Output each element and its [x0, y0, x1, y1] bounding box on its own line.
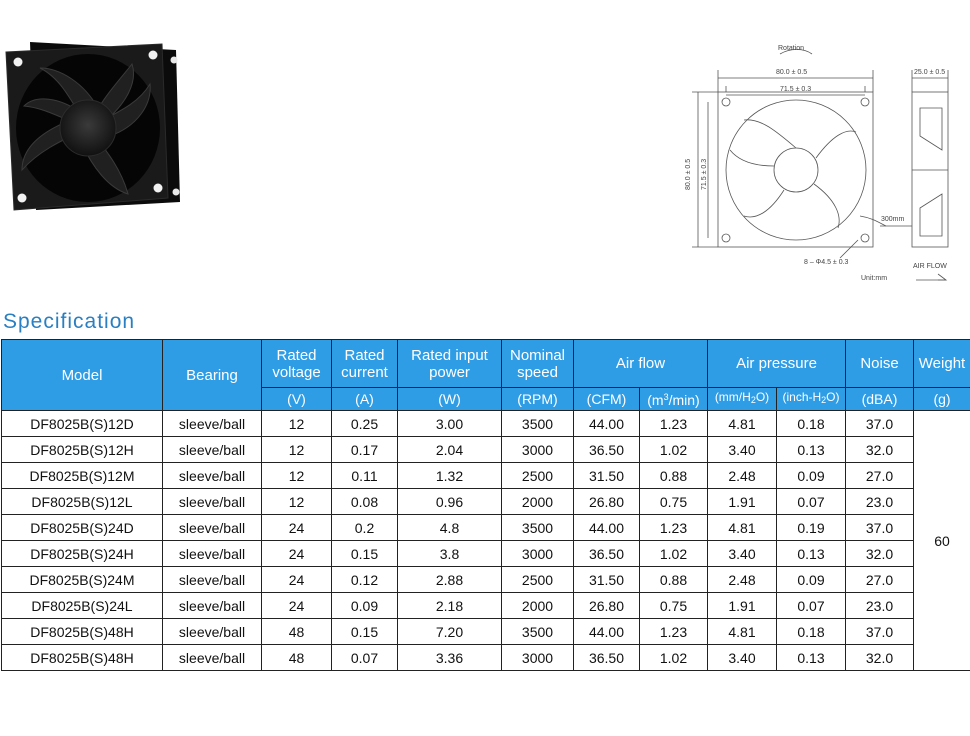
unit-label: Unit:mm	[861, 275, 888, 282]
cell-current: 0.07	[332, 645, 398, 671]
dim-outer-width: 80.0 ± 0.5	[776, 69, 808, 76]
cell-bearing: sleeve/ball	[163, 463, 262, 489]
cell-speed: 3000	[502, 437, 574, 463]
table-row	[2, 619, 970, 645]
unit-m3-min: $(m^3/\min)$	[640, 388, 708, 411]
table-row	[2, 411, 970, 437]
cell-m3min: 1.02	[640, 541, 708, 567]
cell-inchh2o: 0.09	[777, 463, 846, 489]
cell-voltage: 24	[262, 593, 332, 619]
dim-mount-holes: 8 – Φ4.5 ± 0.3	[804, 259, 849, 266]
cell-speed: 3500	[502, 619, 574, 645]
dim-lead-length: 300mm	[881, 216, 905, 223]
cell-current: 0.17	[332, 437, 398, 463]
cell-model: DF8025B(S)12M	[2, 463, 163, 489]
rotation-label: Rotation	[778, 45, 805, 52]
section-title: Specification	[3, 310, 136, 334]
table-row	[2, 437, 970, 463]
cell-speed: 2500	[502, 567, 574, 593]
cell-voltage: 48	[262, 619, 332, 645]
cell-model: DF8025B(S)48H	[2, 645, 163, 671]
cell-model: DF8025B(S)24L	[2, 593, 163, 619]
cell-bearing: sleeve/ball	[163, 541, 262, 567]
col-rated-input-power: Rated input power	[398, 340, 502, 388]
dim-depth: 25.0 ± 0.5	[914, 69, 946, 76]
cell-power: 0.96	[398, 489, 502, 515]
cell-noise: 32.0	[846, 645, 914, 671]
cell-voltage: 24	[262, 567, 332, 593]
cell-cfm: 36.50	[574, 645, 640, 671]
cell-current: 0.09	[332, 593, 398, 619]
cell-mmh2o: 4.81	[708, 515, 777, 541]
col-air-pressure: Air pressure	[708, 340, 846, 388]
cell-model: DF8025B(S)24H	[2, 541, 163, 567]
cell-inchh2o: 0.13	[777, 645, 846, 671]
cell-voltage: 24	[262, 541, 332, 567]
cell-mmh2o: 1.91	[708, 593, 777, 619]
cell-speed: 2500	[502, 463, 574, 489]
cell-voltage: 12	[262, 437, 332, 463]
cell-m3min: 0.75	[640, 489, 708, 515]
dimension-drawing	[680, 40, 960, 290]
cell-m3min: 1.23	[640, 411, 708, 437]
cell-current: 0.25	[332, 411, 398, 437]
dim-hole-height: 71.5 ± 0.3	[701, 158, 708, 190]
col-model: Model	[2, 340, 163, 411]
cell-inchh2o: 0.19	[777, 515, 846, 541]
cell-cfm: 26.80	[574, 489, 640, 515]
fan-product-photo	[0, 38, 182, 216]
cell-inchh2o: 0.18	[777, 411, 846, 437]
cell-m3min: 0.75	[640, 593, 708, 619]
col-noise: Noise	[846, 340, 914, 388]
cell-cfm: 36.50	[574, 541, 640, 567]
cell-current: 0.15	[332, 619, 398, 645]
cell-speed: 2000	[502, 489, 574, 515]
cell-cfm: 26.80	[574, 593, 640, 619]
cell-voltage: 12	[262, 411, 332, 437]
unit-voltage: (V)	[262, 388, 332, 411]
unit-cfm: (CFM)	[574, 388, 640, 411]
cell-m3min: 0.88	[640, 567, 708, 593]
cell-model: DF8025B(S)12L	[2, 489, 163, 515]
table-row	[2, 541, 970, 567]
cell-speed: 3500	[502, 515, 574, 541]
cell-power: 2.88	[398, 567, 502, 593]
cell-noise: 27.0	[846, 567, 914, 593]
cell-bearing: sleeve/ball	[163, 515, 262, 541]
col-air-flow: Air flow	[574, 340, 708, 388]
spec-table-body	[2, 411, 970, 671]
cell-bearing: sleeve/ball	[163, 619, 262, 645]
cell-noise: 37.0	[846, 619, 914, 645]
cell-power: 3.36	[398, 645, 502, 671]
col-rated-voltage: Rated voltage	[262, 340, 332, 388]
cell-current: 0.12	[332, 567, 398, 593]
cell-model: DF8025B(S)12D	[2, 411, 163, 437]
cell-power: 3.00	[398, 411, 502, 437]
cell-current: 0.2	[332, 515, 398, 541]
cell-power: 7.20	[398, 619, 502, 645]
unit-power: (W)	[398, 388, 502, 411]
cell-model: DF8025B(S)12H	[2, 437, 163, 463]
cell-inchh2o: 0.09	[777, 567, 846, 593]
cell-inchh2o: 0.13	[777, 541, 846, 567]
unit-current: (A)	[332, 388, 398, 411]
cell-inchh2o: 0.07	[777, 593, 846, 619]
header-row	[2, 340, 970, 388]
cell-mmh2o: 2.48	[708, 567, 777, 593]
cell-bearing: sleeve/ball	[163, 437, 262, 463]
cell-cfm: 31.50	[574, 567, 640, 593]
cell-power: 1.32	[398, 463, 502, 489]
cell-voltage: 12	[262, 463, 332, 489]
cell-current: 0.15	[332, 541, 398, 567]
col-weight: Weight	[914, 340, 970, 388]
cell-noise: 32.0	[846, 437, 914, 463]
cell-mmh2o: 3.40	[708, 541, 777, 567]
col-nominal-speed: Nominal speed	[502, 340, 574, 388]
unit-dba: (dBA)	[846, 388, 914, 411]
table-row	[2, 593, 970, 619]
cell-speed: 3000	[502, 541, 574, 567]
cell-noise: 27.0	[846, 463, 914, 489]
cell-speed: 3000	[502, 645, 574, 671]
cell-voltage: 48	[262, 645, 332, 671]
cell-speed: 2000	[502, 593, 574, 619]
cell-mmh2o: 3.40	[708, 645, 777, 671]
cell-cfm: 31.50	[574, 463, 640, 489]
cell-cfm: 44.00	[574, 515, 640, 541]
cell-voltage: 12	[262, 489, 332, 515]
table-row	[2, 645, 970, 671]
table-row	[2, 567, 970, 593]
cell-voltage: 24	[262, 515, 332, 541]
cell-cfm: 36.50	[574, 437, 640, 463]
cell-power: 2.18	[398, 593, 502, 619]
unit-mm-h2o: $(mm/H_2O)$	[708, 388, 777, 411]
cell-bearing: sleeve/ball	[163, 567, 262, 593]
cell-power: 2.04	[398, 437, 502, 463]
cell-noise: 37.0	[846, 515, 914, 541]
col-bearing: Bearing	[163, 340, 262, 411]
cell-m3min: 1.23	[640, 619, 708, 645]
cell-mmh2o: 1.91	[708, 489, 777, 515]
cell-inchh2o: 0.18	[777, 619, 846, 645]
cell-current: 0.08	[332, 489, 398, 515]
dim-outer-height: 80.0 ± 0.5	[685, 158, 692, 190]
table-row	[2, 515, 970, 541]
cell-bearing: sleeve/ball	[163, 411, 262, 437]
cell-power: 3.8	[398, 541, 502, 567]
cell-m3min: 0.88	[640, 463, 708, 489]
unit-inch-h2o: $(inch-H_2O)$	[777, 388, 846, 411]
cell-mmh2o: 3.40	[708, 437, 777, 463]
table-row	[2, 463, 970, 489]
cell-mmh2o: 2.48	[708, 463, 777, 489]
cell-weight: 60	[914, 411, 970, 671]
cell-model: DF8025B(S)24D	[2, 515, 163, 541]
cell-inchh2o: 0.07	[777, 489, 846, 515]
cell-power: 4.8	[398, 515, 502, 541]
cell-mmh2o: 4.81	[708, 619, 777, 645]
cell-m3min: 1.02	[640, 437, 708, 463]
cell-m3min: 1.23	[640, 515, 708, 541]
cell-bearing: sleeve/ball	[163, 489, 262, 515]
cell-noise: 32.0	[846, 541, 914, 567]
cell-noise: 23.0	[846, 489, 914, 515]
cell-current: 0.11	[332, 463, 398, 489]
cell-cfm: 44.00	[574, 619, 640, 645]
dim-hole-width: 71.5 ± 0.3	[780, 86, 812, 93]
table-row	[2, 489, 970, 515]
cell-model: DF8025B(S)24M	[2, 567, 163, 593]
cell-noise: 23.0	[846, 593, 914, 619]
col-rated-current: Rated current	[332, 340, 398, 388]
cell-mmh2o: 4.81	[708, 411, 777, 437]
cell-bearing: sleeve/ball	[163, 593, 262, 619]
cell-bearing: sleeve/ball	[163, 645, 262, 671]
airflow-label: AIR FLOW	[913, 263, 947, 270]
unit-g: (g)	[914, 388, 970, 411]
spec-table	[1, 339, 970, 671]
cell-inchh2o: 0.13	[777, 437, 846, 463]
cell-speed: 3500	[502, 411, 574, 437]
cell-cfm: 44.00	[574, 411, 640, 437]
cell-noise: 37.0	[846, 411, 914, 437]
cell-model: DF8025B(S)48H	[2, 619, 163, 645]
cell-m3min: 1.02	[640, 645, 708, 671]
unit-speed: (RPM)	[502, 388, 574, 411]
